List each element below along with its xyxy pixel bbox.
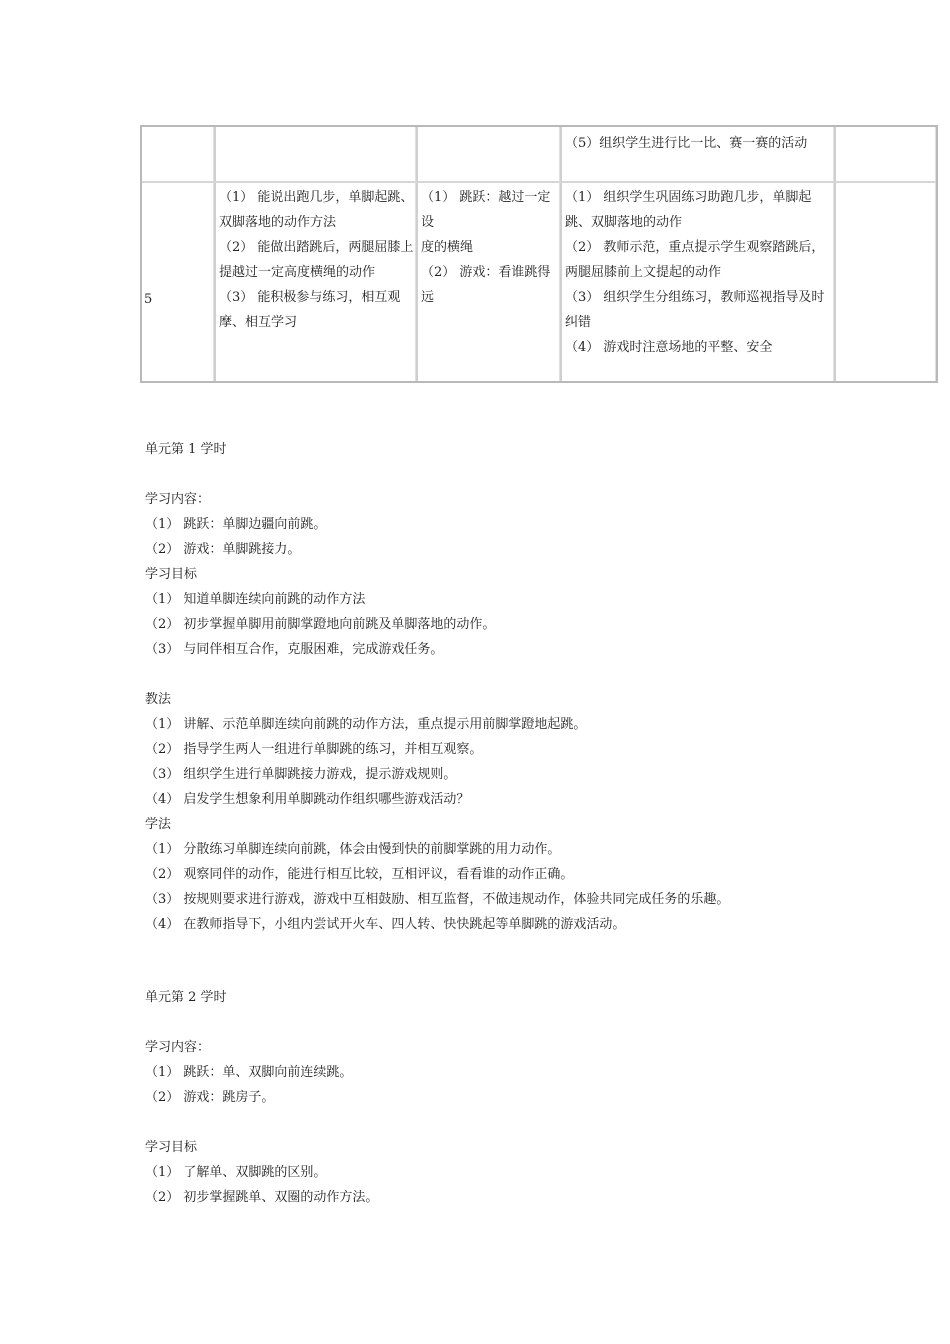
- section-title: 单元第 2 学时: [145, 990, 227, 1005]
- cell-line: （2） 游戏：看谁跳得远: [421, 265, 551, 305]
- list-item: （3） 组织学生进行单脚跳接力游戏，提示游戏规则。: [145, 767, 457, 782]
- cell-line: 摩、相互学习: [219, 315, 298, 330]
- list-item: （4） 在教师指导下，小组内尝试开火车、四人转、快快跳起等单脚跳的游戏活动。: [145, 917, 626, 932]
- goals-heading: 学习目标: [145, 567, 198, 582]
- list-item: （3） 与同伴相互合作，克服困难，完成游戏任务。: [145, 642, 444, 657]
- row-number: 5: [144, 292, 153, 307]
- content-heading: 学习内容：: [145, 492, 211, 507]
- table-cell-objectives: [214, 127, 416, 181]
- cell-line: 提越过一定高度横绳的动作: [219, 265, 376, 280]
- cell-line: （1） 组织学生巩固练习助跑几步，单脚起: [565, 190, 812, 205]
- cell-line: 纠错: [565, 315, 592, 330]
- table-cell-content: [416, 127, 560, 181]
- learning-method-heading: 学法: [145, 817, 172, 832]
- cell-line: （1） 能说出跑几步，单脚起跳、: [219, 190, 414, 205]
- cell-line: （3） 能积极参与练习，相互观: [219, 290, 401, 305]
- cell-line: （5）组织学生进行比一比、赛一赛的活动: [565, 136, 808, 151]
- content-heading: 学习内容：: [145, 1040, 211, 1055]
- list-item: （2） 初步掌握单脚用前脚掌蹬地向前跳及单脚落地的动作。: [145, 617, 496, 632]
- table-cell-content: [416, 183, 560, 381]
- goals-heading: 学习目标: [145, 1140, 198, 1155]
- list-item: （3） 按规则要求进行游戏，游戏中互相鼓励、相互监督，不做违规动作，体验共同完成任务的乐趣。: [145, 892, 730, 907]
- table-cell-organization: [560, 183, 834, 381]
- list-item: （1） 跳跃：单、双脚向前连续跳。: [145, 1065, 353, 1080]
- table-row: [142, 127, 936, 181]
- table-cell-index: [142, 127, 214, 181]
- table-row: [142, 183, 936, 381]
- teaching-method-heading: 教法: [145, 692, 172, 707]
- table-cell-objectives: [214, 183, 416, 381]
- section-title: 单元第 1 学时: [145, 442, 227, 457]
- cell-line: （4） 游戏时注意场地的平整、安全: [565, 340, 773, 355]
- list-item: （2） 游戏：单脚跳接力。: [145, 542, 301, 557]
- lesson-plan-table: [140, 125, 938, 383]
- list-item: （1） 知道单脚连续向前跳的动作方法: [145, 592, 366, 607]
- cell-line: 跳、双脚落地的动作: [565, 215, 683, 230]
- table-cell-notes: [834, 127, 936, 181]
- list-item: （1） 分散练习单脚连续向前跳，体会由慢到快的前脚掌跳的用力动作。: [145, 842, 561, 857]
- list-item: （1） 了解单、双脚跳的区别。: [145, 1165, 327, 1180]
- cell-line: （2） 能做出踏跳后，两腿屈膝上: [219, 240, 414, 255]
- list-item: （2） 观察同伴的动作，能进行相互比较，互相评议，看看谁的动作正确。: [145, 867, 574, 882]
- list-item: （2） 游戏：跳房子。: [145, 1090, 275, 1105]
- cell-line: （3） 组织学生分组练习，教师巡视指导及时: [565, 290, 825, 305]
- list-item: （2） 初步掌握跳单、双圈的动作方法。: [145, 1190, 379, 1205]
- list-item: （2） 指导学生两人一组进行单脚跳的练习，并相互观察。: [145, 742, 483, 757]
- cell-line: 度的横绳: [421, 240, 474, 255]
- cell-line: （1） 跳跃：越过一定设: [421, 190, 551, 230]
- cell-line: 两腿屈膝前上文提起的动作: [565, 265, 722, 280]
- list-item: （1） 讲解、示范单脚连续向前跳的动作方法，重点提示用前脚掌蹬地起跳。: [145, 717, 587, 732]
- lesson-1-section: [145, 437, 865, 937]
- table-cell-organization: [560, 127, 834, 181]
- list-item: （4） 启发学生想象利用单脚跳动作组织哪些游戏活动？: [145, 792, 470, 807]
- table-cell-notes: [834, 183, 936, 381]
- cell-line: （2） 教师示范，重点提示学生观察踏跳后，: [565, 240, 825, 255]
- list-item: （1） 跳跃：单脚边疆向前跳。: [145, 517, 327, 532]
- cell-line: 双脚落地的动作方法: [219, 215, 337, 230]
- lesson-2-section: [145, 985, 865, 1210]
- table-cell-index: [142, 183, 214, 381]
